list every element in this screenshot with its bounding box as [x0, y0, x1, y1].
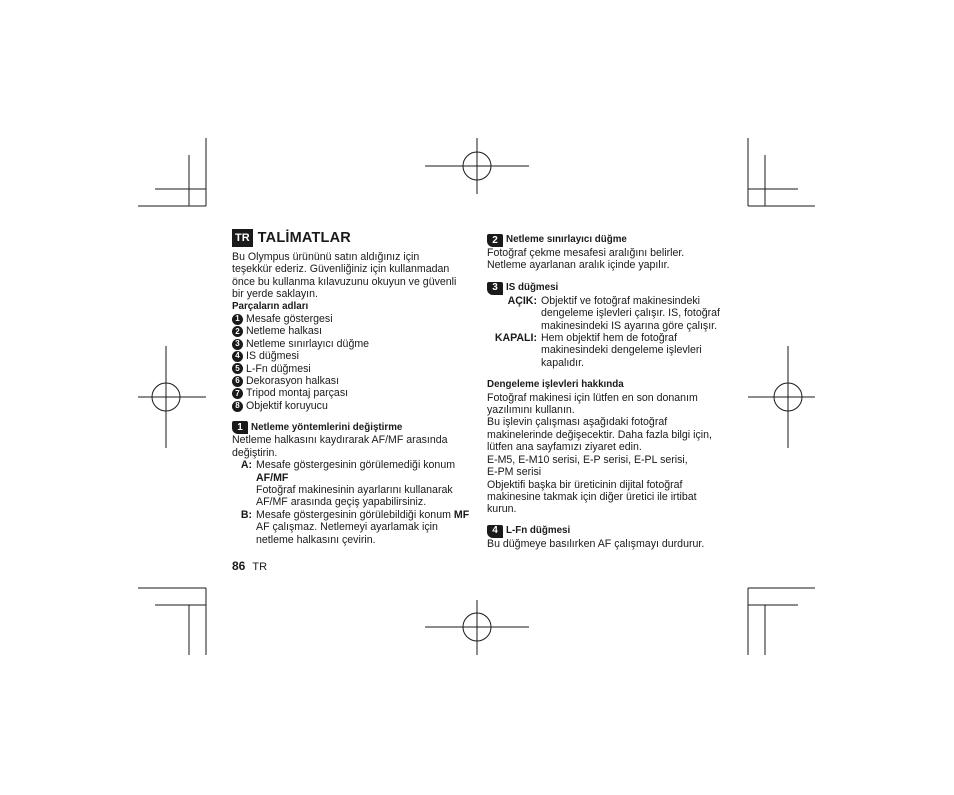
page-footer — [232, 559, 267, 573]
number-badge: 6 — [232, 376, 243, 387]
option-a: A: Mesafe göstergesinin görülemediği konum AF/MF Fotoğraf makinesinin ayarlarını kullanarak AF/MF arasında geçiş yapabilirsiniz. — [240, 459, 456, 509]
intro-line: Bu Olympus ürününü satın aldığınız için — [232, 251, 420, 263]
section-1-heading: 1 Netleme yöntemlerini değiştirme — [232, 421, 470, 434]
parts-heading: Parçaların adları — [232, 300, 309, 312]
number-badge: 1 — [232, 314, 243, 325]
section-number-icon: 2 — [487, 234, 503, 247]
section-number-icon: 4 — [487, 525, 503, 538]
page-number: 86 — [232, 559, 246, 573]
section-number-icon: 3 — [487, 282, 503, 295]
section-1-text: Netleme halkasını kaydırarak AF/MF arasında — [232, 434, 448, 447]
part-item: 3 Netleme sınırlayıcı düğme — [232, 338, 470, 350]
part-item: 8 Objektif koruyucu — [232, 400, 470, 412]
left-column — [232, 229, 470, 546]
right-column: 2 Netleme sınırlayıcı düğme Fotoğraf çekme mesafesi aralığını belirler. Netleme ayarlanan aralık içinde yapılır. 3 IS düğmesi AÇIK: Objektif ve fotoğraf makinesindeki dengeleme işlevleri çalışır. IS, fotoğraf makinesindeki IS ayarına göre çalışır. KAPALI: Hem objektif hem de fotoğraf makinesindeki dengeleme işlevleri kapalıdır. Dengeleme işlevleri hakkında Fotoğraf makinesi için lütfen en son donanım yazılımını kullanın. Bu işlevin çalışması aşağıdaki fotoğraf makinelerinde değişecektir. Daha fazla bilgi için, lütfen ana sayfamızı ziyaret edin. E-M5, E-M10 serisi, E-P serisi, E-PL serisi, E-PM serisi Objektifi başka bir üreticinin dijital fotoğraf makinesine takmak için diğer üretici ile irtibat kurun. 4 L-Fn düğmesi Bu düğmeye basılırken AF çalışmayı durdurur. — [487, 228, 727, 550]
part-item: 5 L-Fn düğmesi — [232, 363, 470, 375]
intro-line: bir yerde saklayın. — [232, 288, 318, 301]
number-badge: 2 — [232, 326, 243, 337]
number-badge: 3 — [232, 339, 243, 350]
page-title — [232, 229, 470, 247]
part-item: 6 Dekorasyon halkası — [232, 375, 470, 387]
section-3-heading: 3 IS düğmesi — [487, 282, 727, 295]
option-b: B: Mesafe göstergesinin görülebildiği konum MF AF çalışmaz. Netlemeyi ayarlamak için netleme halkasını çevirin. — [240, 508, 470, 546]
part-item: 4 IS düğmesi — [232, 350, 470, 362]
title-text: TALİMATLAR — [257, 229, 351, 246]
section-2-heading: 2 Netleme sınırlayıcı düğme — [487, 234, 727, 247]
is-off-option: KAPALI: Hem objektif hem de fotoğraf makinesindeki dengeleme işlevleri kapalıdır. — [494, 332, 702, 369]
stabilization-heading: Dengeleme işlevleri hakkında — [487, 379, 624, 391]
language-badge: TR — [232, 229, 253, 247]
intro-line: teşekkür ederiz. Güvenliğiniz için kullanmadan — [232, 263, 450, 276]
section-4-heading: 4 L-Fn düğmesi — [487, 525, 727, 538]
part-item: 1 Mesafe göstergesi — [232, 313, 470, 325]
number-badge: 5 — [232, 363, 243, 374]
intro-line: önce bu kullanma kılavuzunu okuyun ve güvenli — [232, 275, 457, 288]
section-number-icon: 1 — [232, 421, 248, 434]
number-badge: 4 — [232, 351, 243, 362]
number-badge: 7 — [232, 388, 243, 399]
section-1-text: değiştirin. — [232, 446, 278, 459]
part-item: 7 Tripod montaj parçası — [232, 387, 470, 399]
is-on-option: AÇIK: Objektif ve fotoğraf makinesindeki dengeleme işlevleri çalışır. IS, fotoğraf makinesindeki IS ayarına göre çalışır. — [507, 294, 721, 332]
part-item: 2 Netleme halkası — [232, 325, 470, 337]
page-language: TR — [252, 561, 268, 573]
number-badge: 8 — [232, 401, 243, 412]
